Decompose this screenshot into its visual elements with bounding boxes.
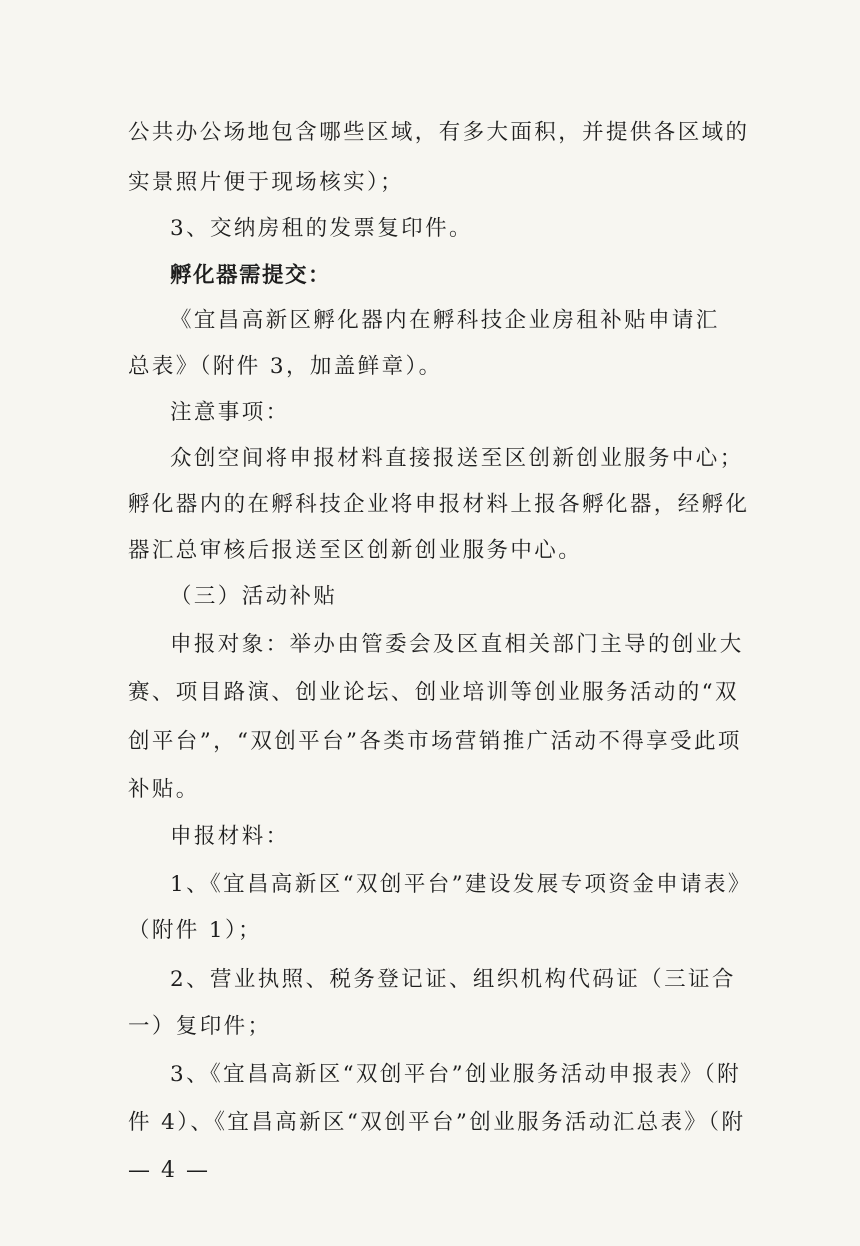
section-heading: 孵化器需提交： [170,263,332,288]
section-label: 注意事项： [170,400,290,425]
paragraph-line: 总表》（附件 3，加盖鲜章）。 [128,354,443,379]
page-number: — 4 — [128,1158,210,1183]
paragraph-line: 公共办公场地包含哪些区域，有多大面积，并提供各区域的 [128,120,750,145]
list-item-line: 3、交纳房租的发票复印件。 [170,216,473,241]
paragraph-line: 《宜昌高新区孵化器内在孵科技企业房租补贴申请汇 [170,308,720,333]
list-item-line: 1、《宜昌高新区“双创平台”建设发展专项资金申请表》 [170,872,752,897]
paragraph-line: 补贴。 [128,777,200,802]
paragraph-line: 一）复印件； [128,1014,272,1039]
paragraph-line: 件 4）、《宜昌高新区“双创平台”创业服务活动汇总表》（附 [128,1110,746,1135]
list-item-line: 3、《宜昌高新区“双创平台”创业服务活动申报表》（附 [170,1062,742,1087]
list-item-line: 2、营业执照、税务登记证、组织机构代码证（三证合 [170,967,736,992]
paragraph-line: （附件 1）； [128,918,263,943]
paragraph-line: 实景照片便于现场核实）； [128,170,405,195]
paragraph-line: 众创空间将申报材料直接报送至区创新创业服务中心； [170,446,744,471]
paragraph-line: 孵化器内的在孵科技企业将申报材料上报各孵化器，经孵化 [128,492,750,517]
paragraph-line: 创平台”，“双创平台”各类市场营销推广活动不得享受此项 [128,729,742,754]
section-label: 申报材料： [170,824,290,849]
paragraph-line: 申报对象：举办由管委会及区直相关部门主导的创业大 [170,632,744,657]
subsection-heading: （三）活动补贴 [170,584,338,609]
paragraph-line: 器汇总审核后报送至区创新创业服务中心。 [128,538,583,563]
paragraph-line: 赛、项目路演、创业论坛、创业培训等创业服务活动的“双 [128,680,739,705]
